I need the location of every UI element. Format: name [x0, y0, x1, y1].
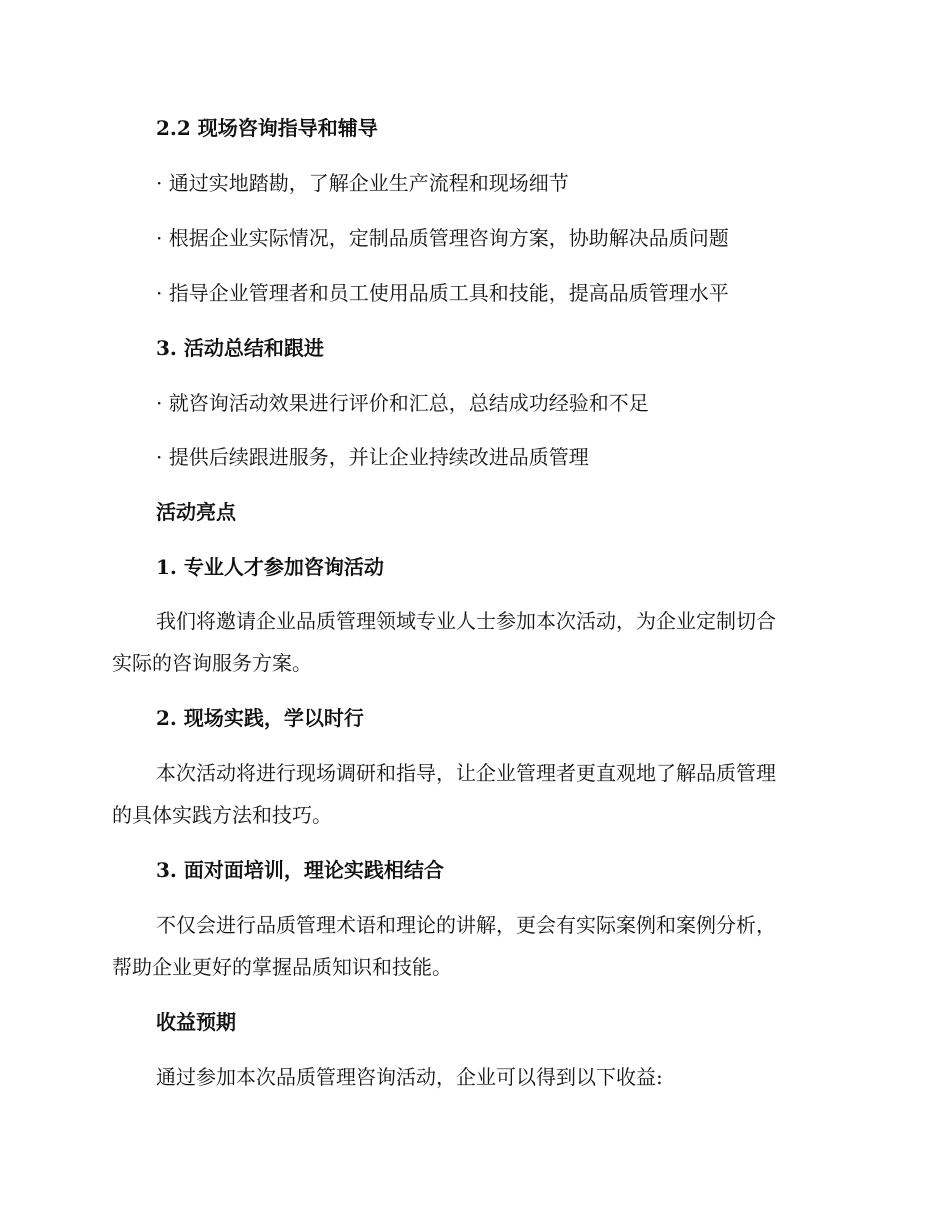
paragraph-line: 实际的咨询服务方案。 — [112, 651, 312, 675]
bullet-item: · 提供后续跟进服务，并让企业持续改进品质管理 — [156, 445, 589, 469]
paragraph-line: 帮助企业更好的掌握品质知识和技能。 — [112, 955, 452, 979]
highlight-2-heading: 2. 现场实践，学以时行 — [156, 706, 364, 730]
bullet-item: · 指导企业管理者和员工使用品质工具和技能，提高品质管理水平 — [156, 281, 729, 305]
section-heading-2-2: 2.2 现场咨询指导和辅导 — [156, 116, 378, 140]
highlight-1-heading: 1. 专业人才参加咨询活动 — [156, 555, 384, 579]
paragraph-line: 的具体实践方法和技巧。 — [112, 803, 332, 827]
highlights-heading: 活动亮点 — [156, 500, 236, 524]
paragraph-line: 不仅会进行品质管理术语和理论的讲解，更会有实际案例和案例分析， — [156, 913, 776, 937]
paragraph-line: 我们将邀请企业品质管理领域专业人士参加本次活动，为企业定制切合 — [156, 609, 776, 633]
bullet-item: · 通过实地踏勘，了解企业生产流程和现场细节 — [156, 171, 569, 195]
paragraph-line: 本次活动将进行现场调研和指导，让企业管理者更直观地了解品质管理 — [156, 761, 776, 785]
bullet-item: · 根据企业实际情况，定制品质管理咨询方案，协助解决品质问题 — [156, 226, 729, 250]
highlight-3-heading: 3. 面对面培训，理论实践相结合 — [156, 858, 444, 882]
bullet-item: · 就咨询活动效果进行评价和汇总，总结成功经验和不足 — [156, 391, 649, 415]
section-heading-3: 3. 活动总结和跟进 — [156, 336, 324, 360]
benefits-heading: 收益预期 — [156, 1010, 236, 1034]
paragraph-line: 通过参加本次品质管理咨询活动，企业可以得到以下收益: — [156, 1065, 663, 1089]
